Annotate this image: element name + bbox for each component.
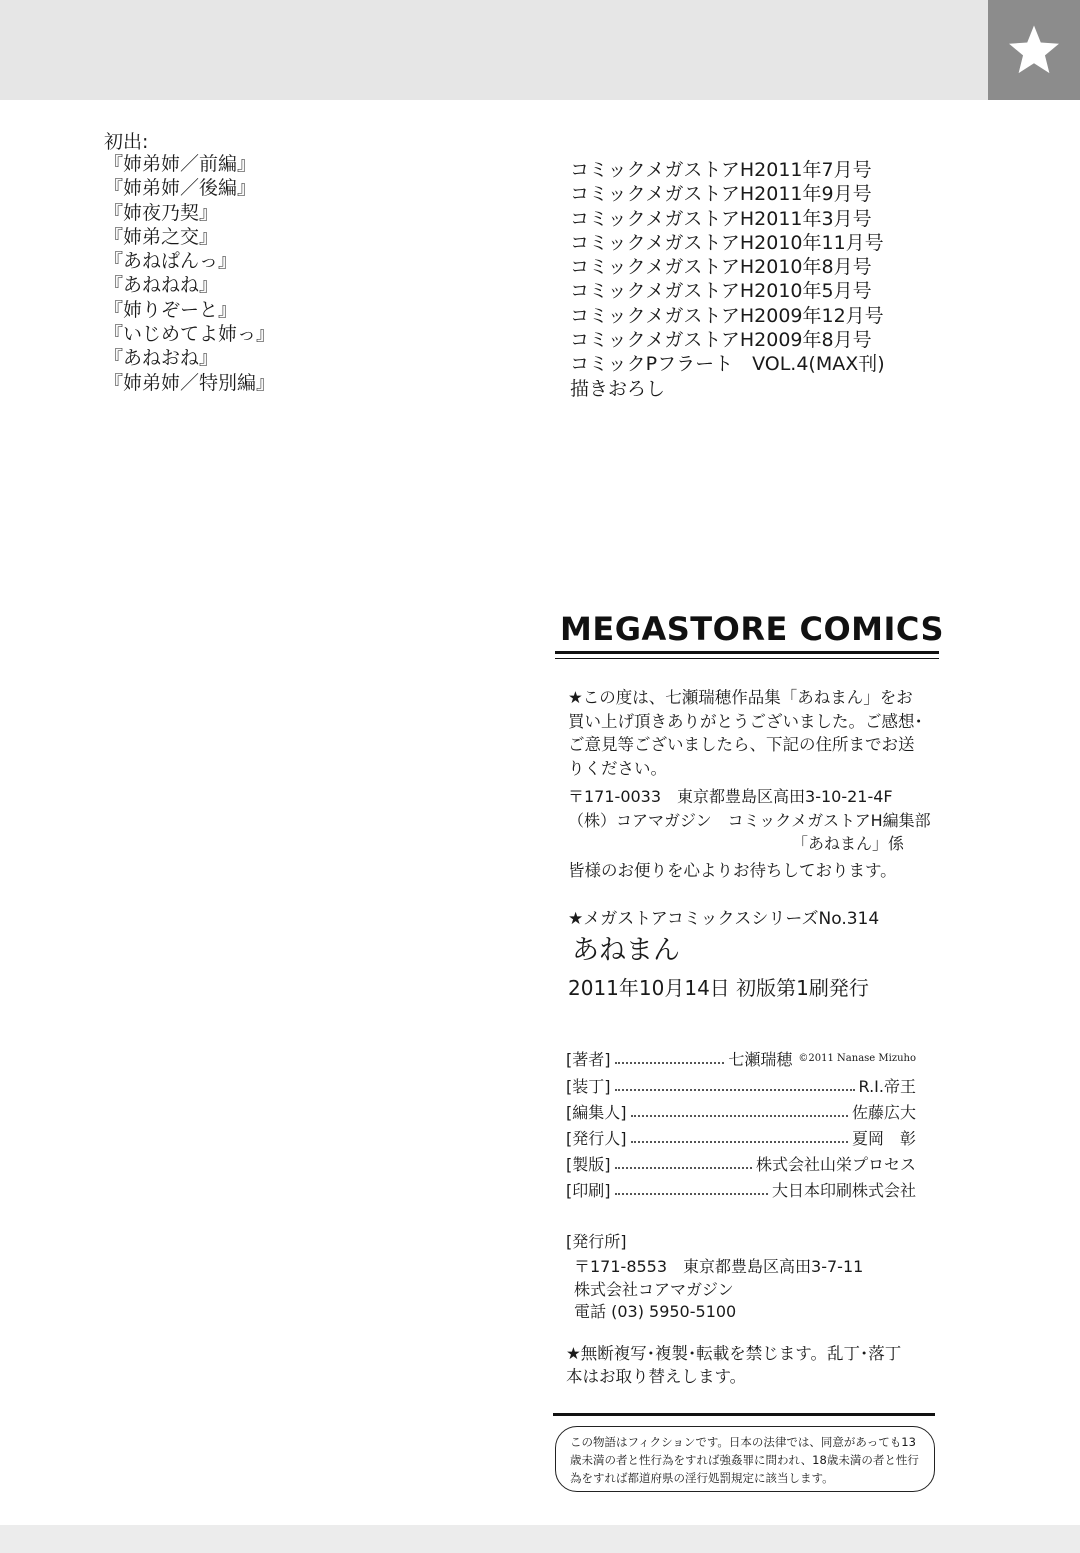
- credit-role: [製版]: [566, 1154, 611, 1174]
- credit-name: 大日本印刷株式会社: [771, 1180, 916, 1200]
- credit-role: [編集人]: [566, 1102, 627, 1122]
- story-title-list: [104, 152, 275, 395]
- story-title: 『姉弟姉／特別編』: [104, 371, 276, 394]
- source-magazine-list: [570, 158, 885, 401]
- credit-row: [566, 1125, 916, 1149]
- source-magazine: コミックメガストアH2009年12月号: [570, 304, 884, 327]
- source-magazine: コミックメガストアH2009年8月号: [570, 329, 872, 352]
- dot-leader: [615, 1052, 725, 1064]
- brand-logo: MEGASTORE COMICS: [560, 610, 945, 648]
- credit-name: R.I.帝王: [858, 1076, 916, 1096]
- story-title: 『姉夜乃契』: [104, 201, 219, 224]
- source-magazine: コミックPフラート VOL.4(MAX刊): [570, 353, 885, 376]
- credit-name: 夏岡 彰: [851, 1128, 916, 1148]
- credit-role: [装丁]: [566, 1076, 611, 1096]
- book-title: あねまん: [572, 935, 680, 966]
- publisher-address: 〒171-8553 東京都豊島区高田3-7-11: [574, 1257, 864, 1276]
- source-magazine: コミックメガストアH2010年5月号: [570, 280, 872, 303]
- credit-role: [著者]: [566, 1049, 611, 1069]
- source-magazine: コミックメガストアH2011年3月号: [570, 207, 872, 230]
- story-title: 『姉りぞーと』: [104, 298, 238, 321]
- source-magazine: コミックメガストアH2010年11月号: [570, 231, 884, 254]
- corner-star-tab: [988, 0, 1080, 100]
- dot-leader: [615, 1157, 752, 1169]
- credit-name: 七瀬瑞穂: [728, 1049, 793, 1069]
- mail-address-line: 〒171-0033 東京都豊島区高田3-10-21-4F: [568, 787, 893, 806]
- mail-address-line: 「あねまん」係: [792, 834, 905, 853]
- source-magazine: コミックメガストアH2010年8月号: [570, 256, 872, 279]
- credit-copyright: ©2011 Nanase Mizuho: [798, 1052, 916, 1064]
- story-title: 『姉弟之交』: [104, 225, 219, 248]
- credit-row: [566, 1151, 916, 1175]
- series-number: ★メガストアコミックスシリーズNo.314: [568, 909, 880, 929]
- publisher-phone: 電話 (03) 5950-5100: [574, 1302, 737, 1321]
- publisher-company: 株式会社コアマガジン: [574, 1280, 734, 1299]
- story-title: 『あねぱんっ』: [104, 250, 238, 273]
- dot-leader: [631, 1131, 848, 1143]
- source-magazine: コミックメガストアH2011年9月号: [570, 183, 872, 206]
- fiction-notice: この物語はフィクションです。日本の法律では、同意があっても13歳未満の者と性行為をすれば強姦罪に問われ、18歳未満の者と性行為をすれば都道府県の淫行処罰規定に該当します。: [555, 1426, 935, 1492]
- bottom-gray-band: [0, 1525, 1080, 1553]
- credit-role: [発行人]: [566, 1128, 627, 1148]
- dot-leader: [631, 1105, 848, 1117]
- star-icon: [1006, 22, 1062, 78]
- source-magazine: 描きおろし: [570, 377, 666, 400]
- publisher-label: [発行所]: [566, 1232, 627, 1251]
- credit-row: [566, 1046, 916, 1070]
- story-title: 『姉弟姉／前編』: [104, 153, 257, 175]
- dot-leader: [615, 1079, 855, 1091]
- story-title: 『いじめてよ姉っ』: [104, 323, 276, 346]
- first-appearance-heading: 初出:: [104, 131, 149, 153]
- thanks-message: ★この度は、七瀬瑞穂作品集「あねまん」をお買い上げ頂きありがとうございました。ご感想･ご意見等ございましたら、下記の住所までお送りください。: [568, 688, 923, 778]
- credit-name: 佐藤広大: [851, 1102, 916, 1122]
- notice-rule: [553, 1413, 935, 1416]
- credit-row: [566, 1073, 916, 1097]
- top-gray-band: [0, 0, 988, 100]
- letters-note: 皆様のお便りを心よりお待ちしております。: [568, 861, 897, 880]
- dot-leader: [615, 1183, 768, 1195]
- source-magazine: コミックメガストアH2011年7月号: [570, 159, 872, 181]
- credit-role: [印刷]: [566, 1180, 611, 1200]
- copy-warning: ★無断複写･複製･転載を禁じます。乱丁･落丁本はお取り替えします。: [566, 1344, 902, 1386]
- brand-rule-thin: [555, 658, 939, 659]
- story-title: 『あねねね』: [104, 274, 219, 297]
- brand-rule-thick: [555, 651, 939, 654]
- mail-address-line: （株）コアマガジン コミックメガストアH編集部: [568, 811, 931, 830]
- story-title: 『姉弟姉／後編』: [104, 177, 257, 200]
- credit-row: [566, 1099, 916, 1123]
- credit-name: 株式会社山栄プロセス: [755, 1154, 916, 1174]
- story-title: 『あねおね』: [104, 347, 219, 370]
- credit-row: [566, 1177, 916, 1201]
- publication-date: 2011年10月14日 初版第1刷発行: [568, 976, 869, 1000]
